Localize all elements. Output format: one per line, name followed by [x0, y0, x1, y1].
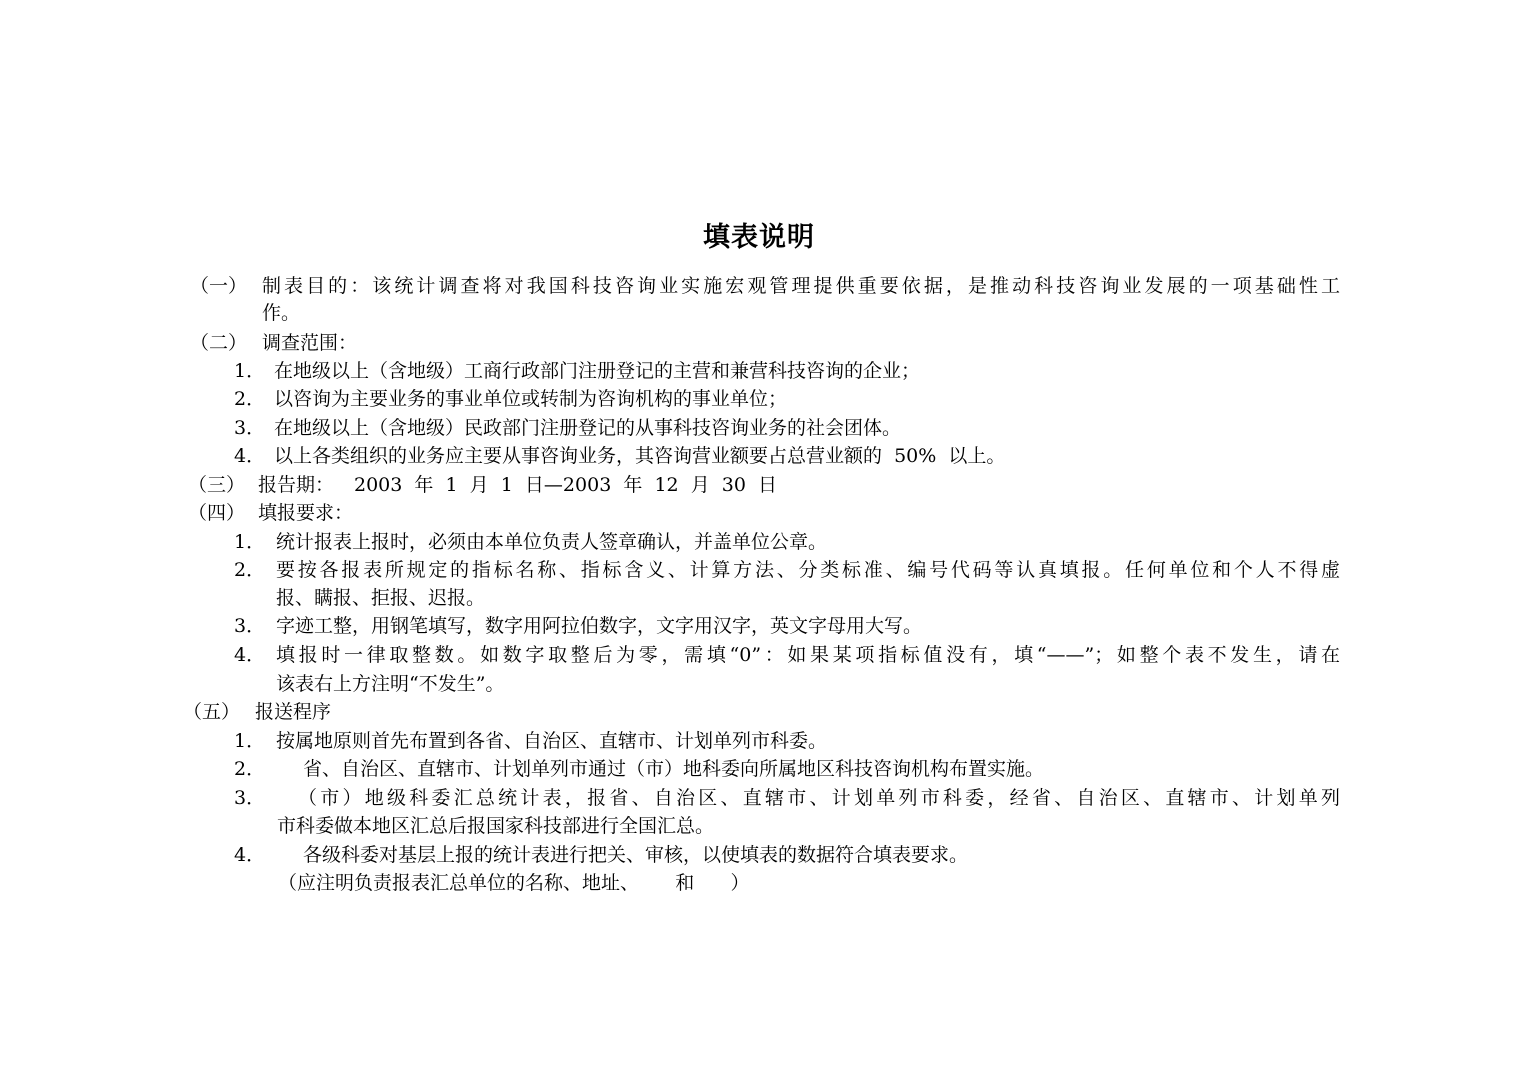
section-5-marker: （五）: [183, 701, 241, 723]
section-1-marker: （一）: [190, 275, 248, 297]
section-2-item-3-text: 在地级以上（含地级）民政部门注册登记的从事科技咨询业务的社会团体。: [274, 417, 902, 439]
section-4-item-3-number: 3．: [234, 615, 266, 637]
section-5-note: （应注明负责报表汇总单位的名称、地址、 和 ）: [278, 872, 750, 894]
section-2-heading: 调查范围：: [262, 332, 358, 354]
section-4-heading: 填报要求：: [258, 502, 354, 524]
section-5-heading: 报送程序: [255, 701, 332, 723]
section-4-item-4-text-line-1: 填报时一律取整数。如数字取整后为零，需填“0”：如果某项指标值没有，填“——”；如整个表不发生，请在: [276, 644, 1340, 666]
section-1-text-line-1: 制表目的：该统计调查将对我国科技咨询业实施宏观管理提供重要依据，是推动科技咨询业发展的一项基础性工: [262, 275, 1340, 297]
section-5-item-3-text-line-2: 市科委做本地区汇总后报国家科技部进行全国汇总。: [277, 815, 715, 837]
section-2-item-1-text: 在地级以上（含地级）工商行政部门注册登记的主营和兼营科技咨询的企业；: [274, 360, 921, 382]
section-1-text-line-2: 作。: [262, 302, 301, 324]
reporting-period: 2003 年 1 月 1 日—2003 年 12 月 30 日: [354, 474, 778, 496]
section-5-item-2-number: 2．: [234, 758, 266, 780]
section-2-item-4-number: 4．: [234, 445, 266, 467]
section-4-item-1-number: 1．: [234, 531, 266, 553]
section-4-item-4-text-line-2: 该表右上方注明“不发生”。: [276, 673, 505, 695]
section-2-marker: （二）: [190, 332, 248, 354]
section-2-item-4-text: 以上各类组织的业务应主要从事咨询业务，其咨询营业额要占总营业额的 50% 以上。: [274, 445, 1006, 467]
section-2-item-3-number: 3．: [234, 417, 266, 439]
section-5-item-1-number: 1．: [234, 730, 266, 752]
section-5-item-2-text: 省、自治区、直辖市、计划单列市通过（市）地科委向所属地区科技咨询机构布置实施。: [303, 758, 1045, 780]
section-4-item-2-number: 2．: [234, 559, 266, 581]
section-5-item-4-number: 4．: [234, 844, 266, 866]
section-5-item-4-text: 各级科委对基层上报的统计表进行把关、审核，以使填表的数据符合填表要求。: [303, 844, 969, 866]
section-4-item-2-text-line-1: 要按各报表所规定的指标名称、指标含义、计算方法、分类标准、编号代码等认真填报。任何单位和个人不得虚: [276, 559, 1340, 581]
section-2-item-2-text: 以咨询为主要业务的事业单位或转制为咨询机构的事业单位；: [274, 388, 788, 410]
section-2-item-2-number: 2．: [234, 388, 266, 410]
section-4-item-3-text: 字迹工整，用钢笔填写，数字用阿拉伯数字，文字用汉字，英文字母用大写。: [276, 615, 923, 637]
section-5-item-3-text-line-1: （市）地级科委汇总统计表，报省、自治区、直辖市、计划单列市科委，经省、自治区、直辖市、计划单列: [298, 787, 1340, 809]
document-title: 填表说明: [703, 222, 815, 253]
section-4-item-4-number: 4．: [234, 644, 266, 666]
section-5-item-1-text: 按属地原则首先布置到各省、自治区、直辖市、计划单列市科委。: [276, 730, 828, 752]
section-5-item-3-number: 3．: [234, 787, 266, 809]
section-4-marker: （四）: [188, 502, 246, 524]
section-3-marker: （三）: [188, 474, 246, 496]
section-2-item-1-number: 1．: [234, 360, 266, 382]
section-4-item-1-text: 统计报表上报时，必须由本单位负责人签章确认，并盖单位公章。: [276, 531, 828, 553]
section-3-heading: 报告期：: [258, 474, 335, 496]
section-4-item-2-text-line-2: 报、瞒报、拒报、迟报。: [276, 587, 486, 609]
